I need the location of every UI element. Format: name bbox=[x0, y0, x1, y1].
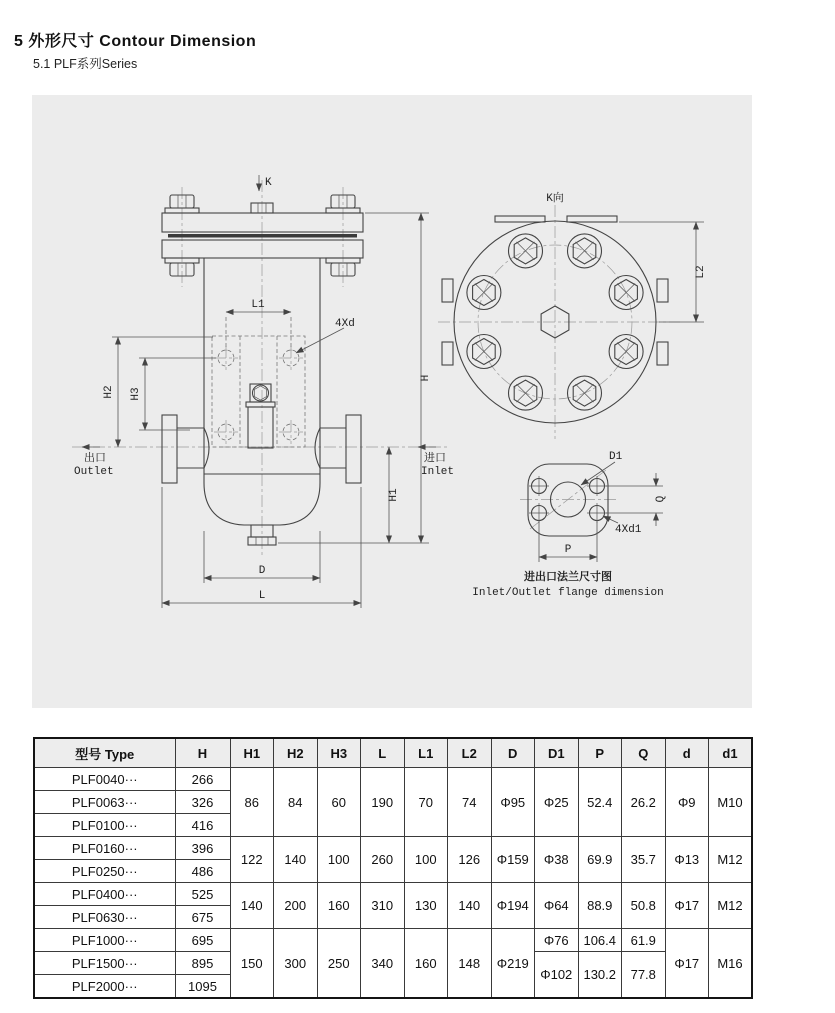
column-header: H bbox=[175, 738, 230, 768]
table-cell: 130 bbox=[404, 883, 448, 929]
table-cell: PLF2000··· bbox=[34, 975, 175, 999]
table-cell: Φ38 bbox=[535, 837, 579, 883]
outlet-label bbox=[74, 447, 114, 478]
dim-label-p: P bbox=[564, 544, 572, 556]
table-cell: Φ25 bbox=[535, 768, 579, 837]
table-cell: 250 bbox=[317, 929, 361, 999]
table-cell: Φ159 bbox=[491, 837, 535, 883]
table-cell: 77.8 bbox=[622, 952, 666, 999]
page-title: 5 外形尺寸 Contour Dimension bbox=[14, 33, 257, 50]
table-cell: Φ194 bbox=[491, 883, 535, 929]
table-cell: 100 bbox=[404, 837, 448, 883]
table-cell: 310 bbox=[361, 883, 405, 929]
column-header: P bbox=[578, 738, 622, 768]
table-cell: 126 bbox=[448, 837, 492, 883]
table-cell: 50.8 bbox=[622, 883, 666, 929]
dim-label-h3: H3 bbox=[130, 387, 142, 401]
dim-label-l: L bbox=[258, 590, 266, 602]
inlet-label-cn: 进口 bbox=[424, 453, 446, 465]
column-header: H3 bbox=[317, 738, 361, 768]
bolt-hole bbox=[529, 476, 549, 496]
hex-bolt bbox=[509, 376, 543, 410]
dim-4xd1 bbox=[603, 516, 642, 536]
kview-title: K向 bbox=[546, 193, 564, 205]
plate-edge bbox=[495, 216, 545, 222]
dim-h1 bbox=[388, 447, 400, 543]
table-cell: Φ17 bbox=[665, 883, 709, 929]
hex-bolt bbox=[568, 234, 602, 268]
dimension-table bbox=[33, 737, 753, 999]
table-cell: 150 bbox=[230, 929, 274, 999]
dim-label-q: Q bbox=[655, 495, 667, 503]
table-cell: 525 bbox=[175, 883, 230, 906]
table-cell: 1095 bbox=[175, 975, 230, 999]
table-cell: Φ64 bbox=[535, 883, 579, 929]
dim-label-h1: H1 bbox=[388, 488, 400, 502]
contour-drawing bbox=[32, 95, 752, 708]
table-cell: PLF0400··· bbox=[34, 883, 175, 906]
inlet-flange bbox=[315, 415, 361, 483]
outlet-label-cn: 出口 bbox=[84, 453, 106, 465]
dim-label-h2: H2 bbox=[103, 385, 115, 399]
outlet-label-en: Outlet bbox=[74, 466, 114, 478]
hex-bolt bbox=[609, 276, 643, 310]
table-cell: 140 bbox=[274, 837, 318, 883]
side-flange-edge bbox=[442, 279, 453, 302]
side-flange-edge bbox=[657, 342, 668, 365]
table-cell: 69.9 bbox=[578, 837, 622, 883]
table-cell: PLF0063··· bbox=[34, 791, 175, 814]
side-flange-edge bbox=[442, 342, 453, 365]
table-cell: 300 bbox=[274, 929, 318, 999]
table-cell: 84 bbox=[274, 768, 318, 837]
hex-bolt bbox=[609, 335, 643, 369]
top-flange bbox=[162, 195, 363, 276]
table-row bbox=[34, 929, 752, 952]
inlet-label-en: Inlet bbox=[421, 466, 455, 478]
side-flange-edge bbox=[657, 279, 668, 302]
bolt-hole bbox=[587, 503, 607, 523]
column-header: L1 bbox=[404, 738, 448, 768]
column-header: H2 bbox=[274, 738, 318, 768]
hex-bolt bbox=[509, 234, 543, 268]
table-cell: Φ13 bbox=[665, 837, 709, 883]
table-cell: 88.9 bbox=[578, 883, 622, 929]
plate-edge bbox=[567, 216, 617, 222]
front-view bbox=[72, 175, 454, 608]
dim-p bbox=[539, 521, 597, 562]
table-cell: 140 bbox=[448, 883, 492, 929]
contour-drawing-panel bbox=[32, 95, 752, 708]
table-cell: 52.4 bbox=[578, 768, 622, 837]
table-cell: PLF0040··· bbox=[34, 768, 175, 791]
table-cell: 695 bbox=[175, 929, 230, 952]
table-cell: PLF1500··· bbox=[34, 952, 175, 975]
dim-label-h: H bbox=[420, 374, 432, 382]
table-cell: PLF0100··· bbox=[34, 814, 175, 837]
page-subtitle: 5.1 PLF系列Series bbox=[33, 57, 138, 71]
column-header: D bbox=[491, 738, 535, 768]
dim-label-l2: L2 bbox=[695, 265, 707, 279]
table-cell: 122 bbox=[230, 837, 274, 883]
table-cell: 100 bbox=[317, 837, 361, 883]
dim-label-k: K bbox=[265, 177, 272, 189]
table-cell: 340 bbox=[361, 929, 405, 999]
port-flange-view bbox=[472, 451, 667, 599]
table-cell: M12 bbox=[709, 883, 753, 929]
header-row bbox=[34, 738, 752, 768]
table-cell: M16 bbox=[709, 929, 753, 999]
inlet-label bbox=[418, 447, 454, 478]
center-fitting bbox=[246, 384, 275, 448]
column-header: Q bbox=[622, 738, 666, 768]
dim-label-d: D bbox=[258, 565, 266, 577]
table-cell: 70 bbox=[404, 768, 448, 837]
table-cell: Φ9 bbox=[665, 768, 709, 837]
column-header: L2 bbox=[448, 738, 492, 768]
table-cell: PLF1000··· bbox=[34, 929, 175, 952]
table-cell: PLF0160··· bbox=[34, 837, 175, 860]
table-cell: Φ76 bbox=[535, 929, 579, 952]
table-cell: 396 bbox=[175, 837, 230, 860]
flange-caption-en: Inlet/Outlet flange dimension bbox=[472, 587, 664, 599]
table-cell: 26.2 bbox=[622, 768, 666, 837]
hex-bolt bbox=[467, 276, 501, 310]
table-cell: 416 bbox=[175, 814, 230, 837]
table-cell: 140 bbox=[230, 883, 274, 929]
table-row bbox=[34, 883, 752, 906]
dim-label-l1: L1 bbox=[251, 299, 265, 311]
column-header: D1 bbox=[535, 738, 579, 768]
bolt-hole bbox=[529, 503, 549, 523]
table-cell: Φ95 bbox=[491, 768, 535, 837]
table-cell: 86 bbox=[230, 768, 274, 837]
table-cell: 895 bbox=[175, 952, 230, 975]
table-cell: 106.4 bbox=[578, 929, 622, 952]
table-cell: 160 bbox=[404, 929, 448, 999]
table-cell: 260 bbox=[361, 837, 405, 883]
dim-h2 bbox=[103, 337, 213, 447]
table-cell: PLF0250··· bbox=[34, 860, 175, 883]
dim-label-4xd: 4Xd bbox=[335, 318, 355, 330]
table-cell: 74 bbox=[448, 768, 492, 837]
table-cell: Φ102 bbox=[535, 952, 579, 999]
table-cell: 60 bbox=[317, 768, 361, 837]
k-direction-view bbox=[438, 190, 707, 439]
outlet-flange bbox=[162, 415, 209, 483]
table-row bbox=[34, 768, 752, 791]
mounting-plate-hidden bbox=[212, 336, 305, 447]
dim-l1 bbox=[226, 299, 291, 351]
table-row bbox=[34, 837, 752, 860]
column-header: H1 bbox=[230, 738, 274, 768]
table-cell: M12 bbox=[709, 837, 753, 883]
table-cell: Φ17 bbox=[665, 929, 709, 999]
table-cell: 200 bbox=[274, 883, 318, 929]
table-cell: PLF0630··· bbox=[34, 906, 175, 929]
table-cell: 148 bbox=[448, 929, 492, 999]
column-header: L bbox=[361, 738, 405, 768]
table-cell: 35.7 bbox=[622, 837, 666, 883]
table-cell: 160 bbox=[317, 883, 361, 929]
hex-bolt bbox=[568, 376, 602, 410]
table-cell: Φ219 bbox=[491, 929, 535, 999]
column-header: 型号 Type bbox=[34, 738, 175, 768]
dim-l bbox=[162, 487, 361, 608]
table-cell: 266 bbox=[175, 768, 230, 791]
table-cell: 486 bbox=[175, 860, 230, 883]
table-cell: 675 bbox=[175, 906, 230, 929]
hex-bolt bbox=[467, 335, 501, 369]
dim-label-d1: D1 bbox=[609, 451, 623, 463]
table-cell: M10 bbox=[709, 768, 753, 837]
dim-h3 bbox=[130, 358, 216, 430]
gasket bbox=[168, 234, 357, 238]
table-cell: 61.9 bbox=[622, 929, 666, 952]
flange-caption-cn: 进出口法兰尺寸图 bbox=[524, 572, 612, 584]
table-cell: 130.2 bbox=[578, 952, 622, 999]
column-header: d bbox=[665, 738, 709, 768]
table-cell: 190 bbox=[361, 768, 405, 837]
dim-l2 bbox=[619, 222, 707, 322]
table-cell: 326 bbox=[175, 791, 230, 814]
column-header: d1 bbox=[709, 738, 753, 768]
dim-label-4xd1: 4Xd1 bbox=[615, 524, 642, 536]
